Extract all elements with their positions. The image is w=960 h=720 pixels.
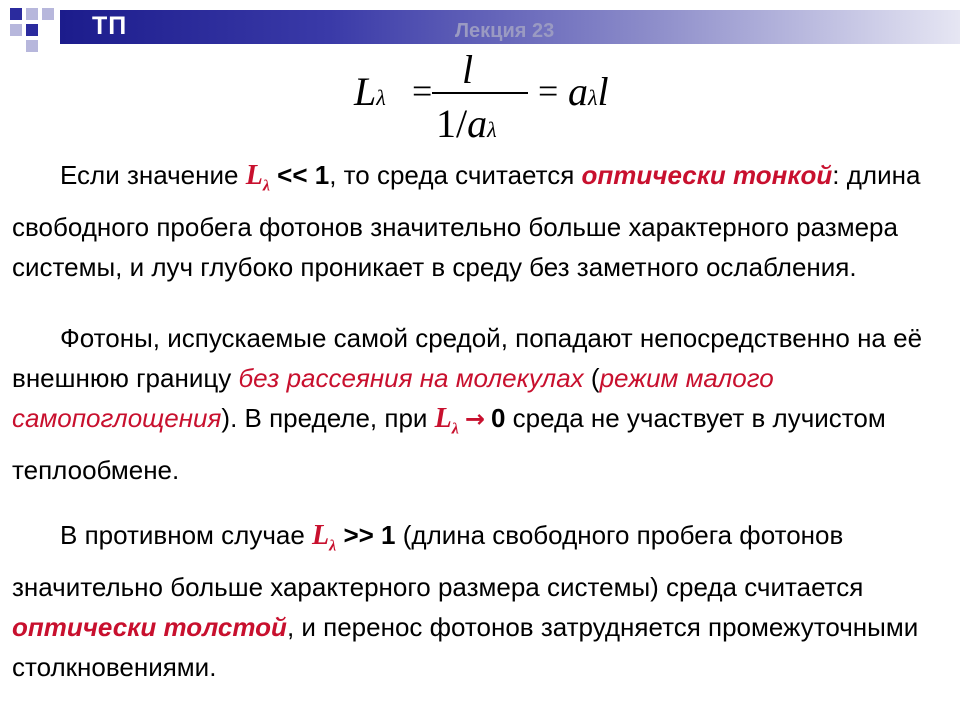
fraction-bar [432,92,528,94]
formula-numerator: l [462,47,474,92]
text: Если значение [60,160,246,190]
paragraph-photons [12,318,942,490]
text: 0 [490,403,506,433]
formula-equals: = [538,71,559,111]
formula-denominator: 1/aλ [436,101,497,146]
term-no-scattering: без рассеяния на молекулах [238,363,584,393]
slide-header [0,0,960,50]
text: , то среда считается [329,160,582,190]
text: , и перенос фотонов затрудняется промежуточными столкновениями. [12,611,919,682]
decor-square [10,24,22,36]
text: В противном случае [60,520,313,550]
text: среда не участвует в лучистом теплообмене. [12,403,886,485]
decor-square [26,24,38,36]
symbol-l-lambda: $L_\lambda$ [245,160,270,195]
decor-square [26,8,38,20]
formula-lhs: Lλ [354,69,386,114]
term-optically-thin: оптически тонкой [581,160,833,190]
symbol-l-lambda: $L_\lambda$ [434,403,459,438]
formula-rhs: aλl [568,69,609,114]
decor-square [10,8,22,20]
formula-equals: = [412,71,433,111]
decor-square [26,40,38,52]
text: Фотоны, испускаемые самой средой, попадают непосредственно на её внешнюю границу [12,323,923,393]
formula [320,48,640,158]
text: << 1 [269,160,330,190]
term-low-self-absorption: режим малого самопоглощения [12,363,774,433]
text: >> 1 [336,520,396,550]
symbol-l-lambda: $L_\lambda$ [312,520,337,555]
arrow-icon: → [464,405,485,433]
text: (длина свободного пробега фотонов значительно больше характерного размера системы) среда считается [12,520,864,602]
text: ( [583,363,600,393]
term-optically-thick: оптически толстой [12,611,287,642]
decor-square [42,8,54,20]
text: ). В пределе, при [221,403,435,433]
paragraph-optically-thin [12,155,942,287]
text: : длина свободного пробега фотонов значительно больше характерного размера системы, и луч глубоко проникает в среду без заметного ослабления. [12,160,921,282]
course-title: ТП [92,12,128,40]
paragraph-optically-thick [12,515,942,687]
lecture-label: Лекция 23 [455,20,555,42]
